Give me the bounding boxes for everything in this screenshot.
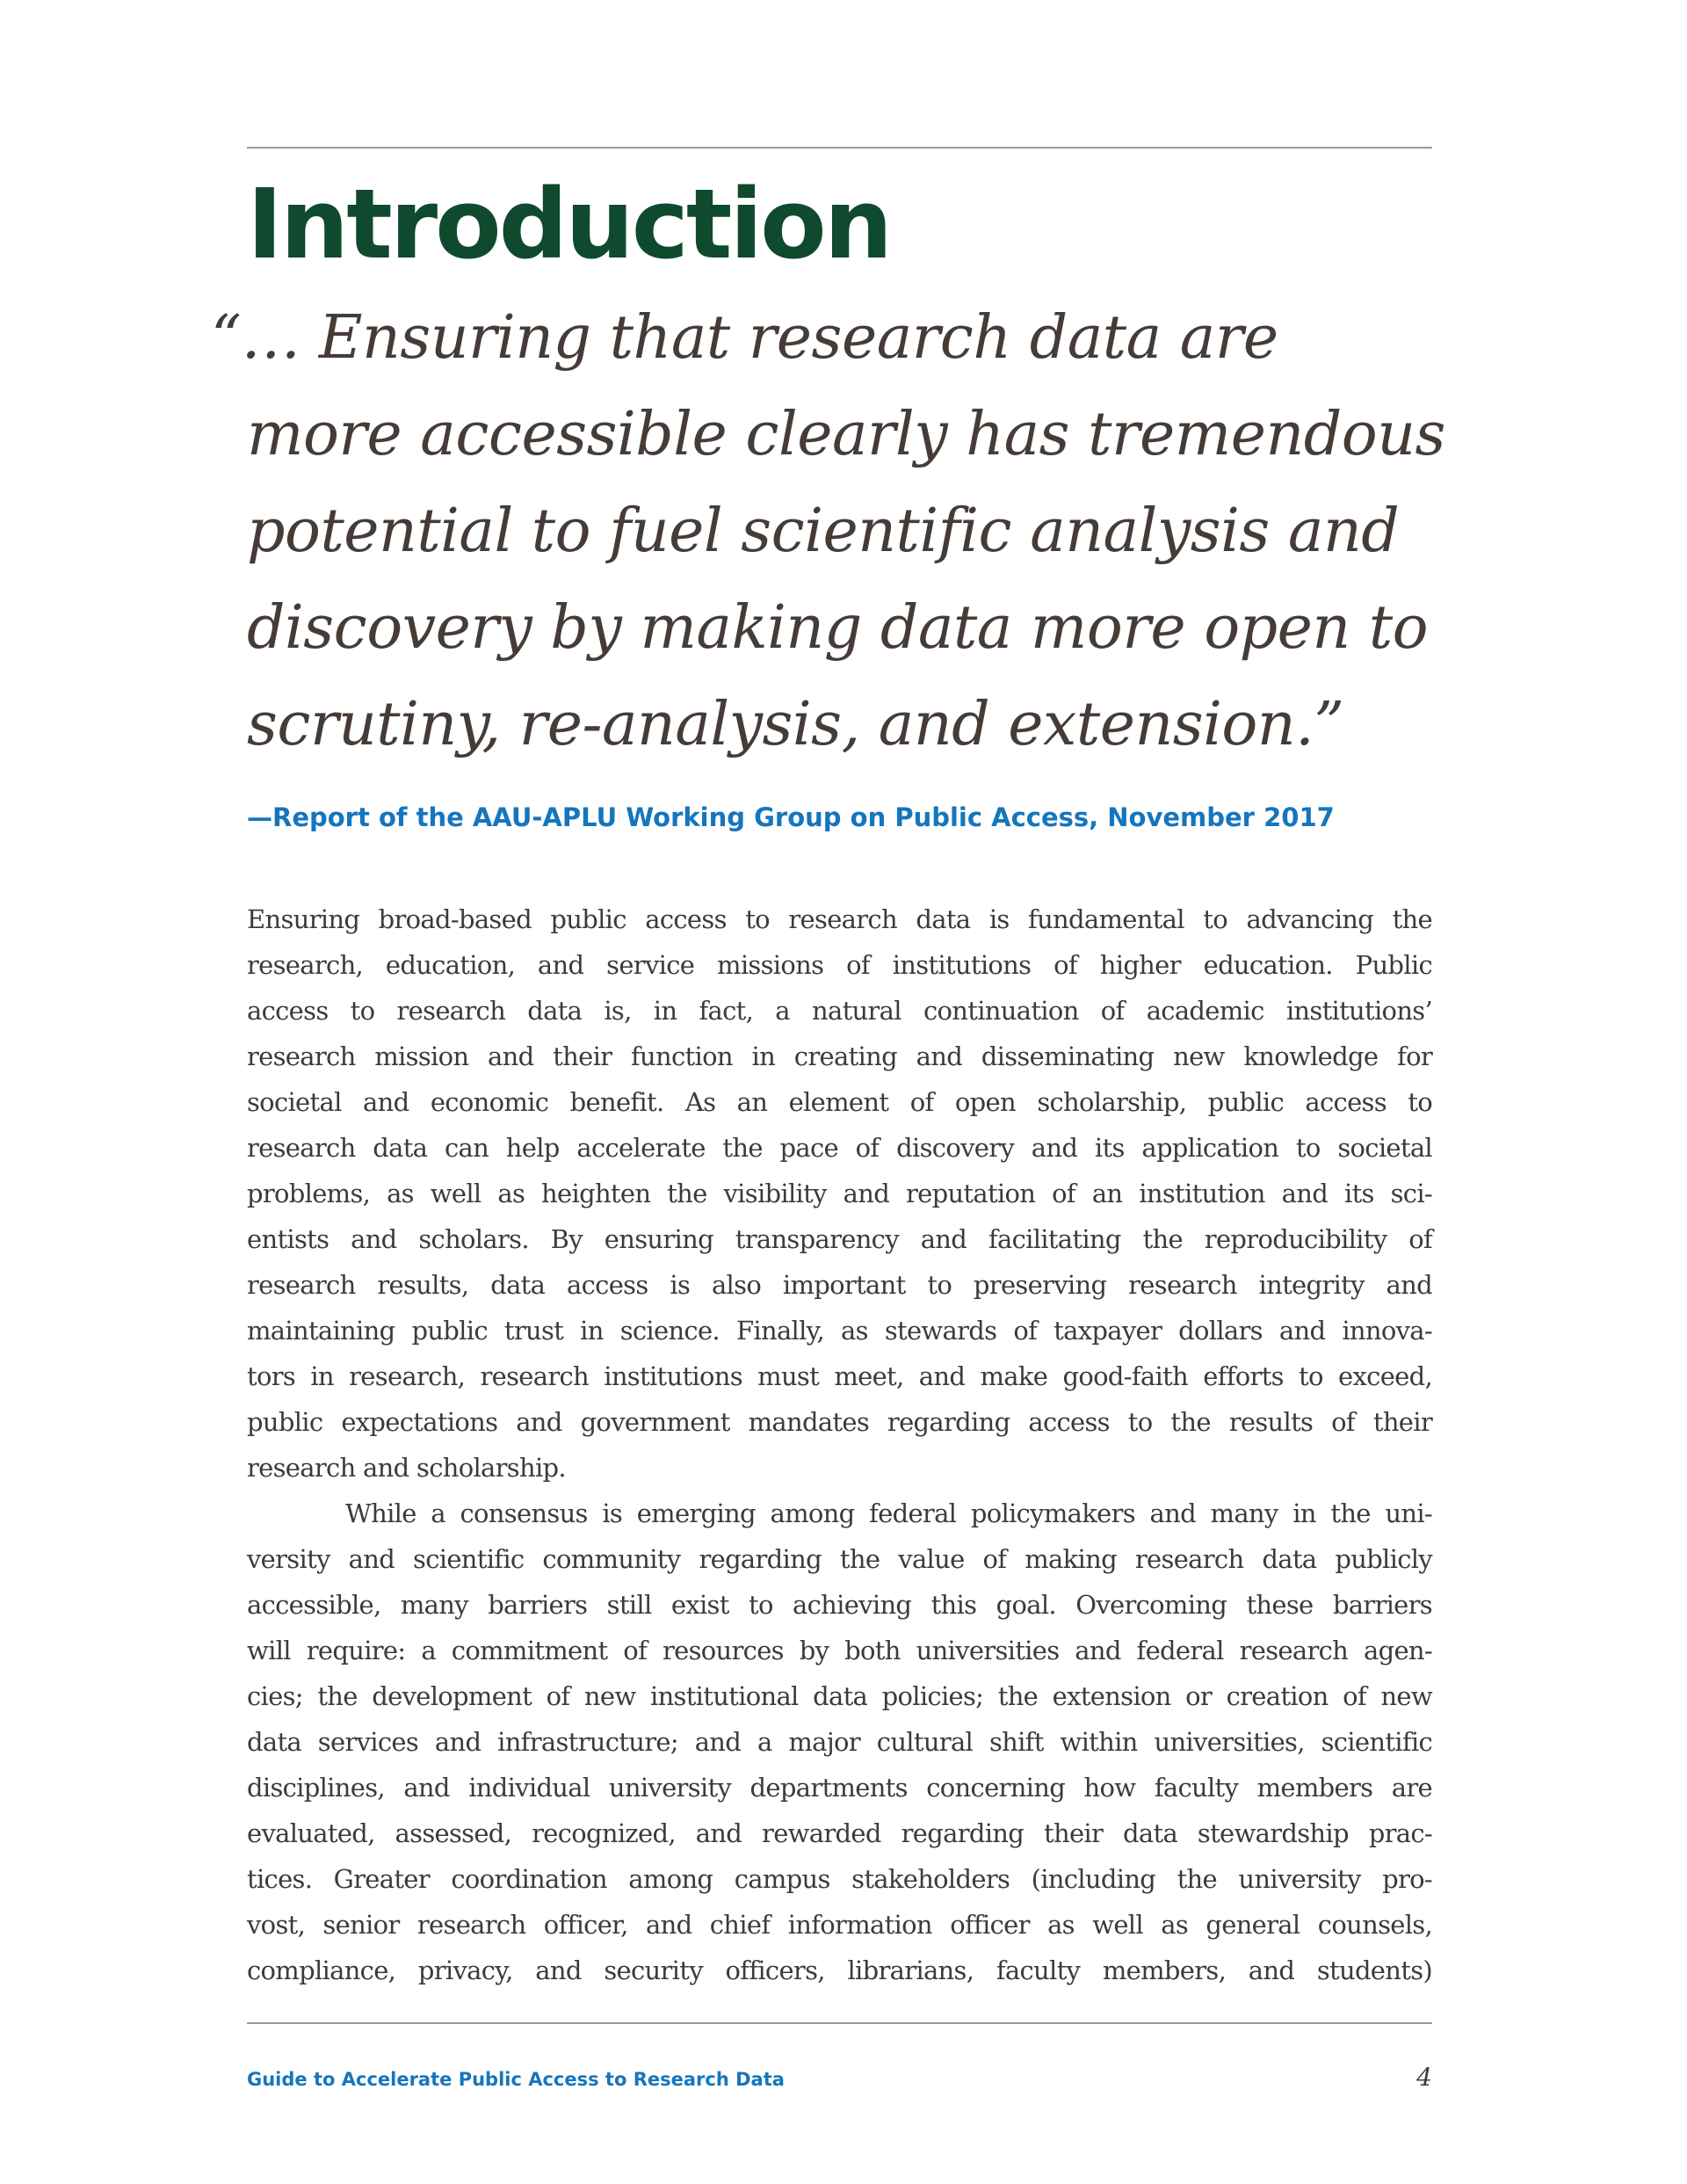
quote-line: potential to fuel scientific analysis and xyxy=(247,497,1400,566)
text-line: vost, senior research officer, and chief information officer as well as general counsels, xyxy=(247,1910,1432,1940)
quote-line: discovery by making data more open to xyxy=(247,593,1429,663)
quote-line: more accessible clearly has tremendous xyxy=(247,400,1445,469)
page-title: Introduction xyxy=(247,168,891,280)
text-line: will require: a commitment of resources by both universities and federal research agen- xyxy=(247,1636,1432,1665)
text-line: cies; the development of new institutional data policies; the extension or creation of new xyxy=(247,1681,1432,1711)
quote-attribution: —Report of the AAU-APLU Working Group on Public Access, November 2017 xyxy=(247,802,1335,832)
paragraph-1 xyxy=(247,896,1432,1491)
bottom-divider xyxy=(247,2022,1432,2024)
text-line: problems, as well as heighten the visibility and reputation of an institution and its sci- xyxy=(247,1179,1432,1208)
text-line: research data can help accelerate the pace of discovery and its application to societal xyxy=(247,1133,1432,1163)
text-line: accessible, many barriers still exist to achieving this goal. Overcoming these barriers xyxy=(247,1590,1432,1620)
text-line: societal and economic benefit. As an element of open scholarship, public access to xyxy=(247,1087,1432,1117)
body-text xyxy=(247,896,1432,1993)
quote-line: “… Ensuring that research data are xyxy=(211,303,1278,373)
text-line: disciplines, and individual university departments concerning how faculty members are xyxy=(247,1773,1432,1803)
text-line: tices. Greater coordination among campus stakeholders (including the university pro- xyxy=(247,1864,1432,1894)
text-line: access to research data is, in fact, a natural continuation of academic institutions’ xyxy=(247,996,1432,1026)
text-line: maintaining public trust in science. Finally, as stewards of taxpayer dollars and innova- xyxy=(247,1316,1432,1346)
text-line: tors in research, research institutions must meet, and make good-faith efforts to exceed, xyxy=(247,1361,1432,1391)
pull-quote xyxy=(211,290,1459,773)
top-divider xyxy=(247,147,1432,149)
text-line: public expectations and government mandates regarding access to the results of their xyxy=(247,1407,1432,1437)
text-line: research results, data access is also important to preserving research integrity and xyxy=(247,1270,1432,1300)
text-line: Ensuring broad-based public access to research data is fundamental to advancing the xyxy=(247,904,1432,934)
paragraph-2 xyxy=(247,1491,1432,1993)
text-line: research mission and their function in creating and disseminating new knowledge for xyxy=(247,1041,1432,1071)
text-line: research, education, and service missions of institutions of higher education. Public xyxy=(247,950,1432,980)
quote-line: scrutiny, re-analysis, and extension.” xyxy=(247,690,1344,759)
text-line: evaluated, assessed, recognized, and rewarded regarding their data stewardship prac- xyxy=(247,1818,1432,1848)
footer-document-title: Guide to Accelerate Public Access to Research Data xyxy=(247,2069,785,2090)
text-line: data services and infrastructure; and a major cultural shift within universities, scientific xyxy=(247,1727,1432,1757)
page-number: 4 xyxy=(1416,2063,1432,2092)
text-line: research and scholarship. xyxy=(247,1453,566,1483)
text-line: compliance, privacy, and security officers, librarians, faculty members, and students) xyxy=(247,1955,1432,1985)
text-line: entists and scholars. By ensuring transparency and facilitating the reproducibility of xyxy=(247,1224,1432,1254)
text-line: versity and scientific community regarding the value of making research data publicly xyxy=(247,1544,1432,1574)
text-line: While a consensus is emerging among federal policymakers and many in the uni- xyxy=(345,1498,1432,1528)
